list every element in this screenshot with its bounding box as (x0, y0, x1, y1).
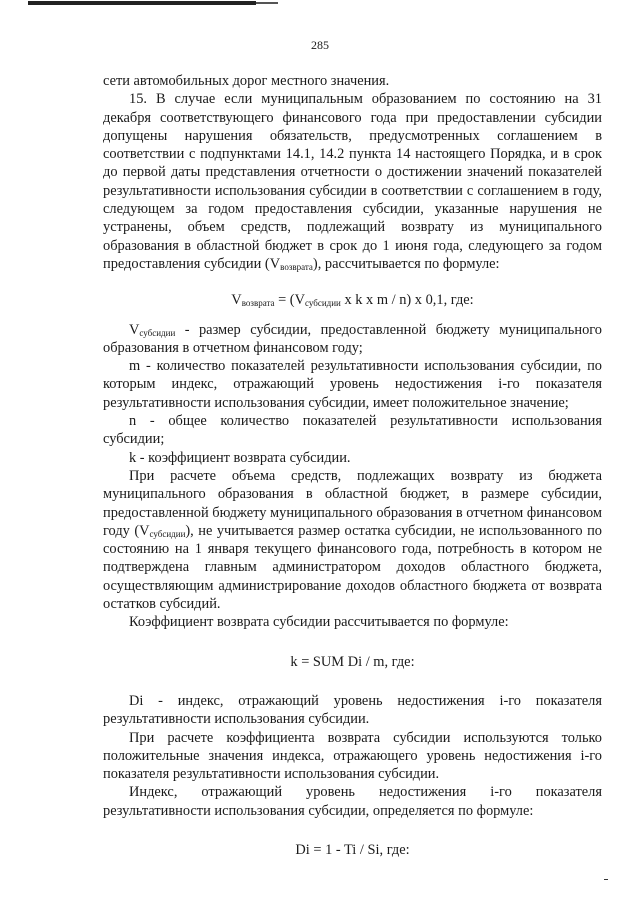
top-scan-border (28, 1, 256, 5)
formula-k: k = SUM Di / m, где: (290, 653, 415, 670)
document-body (103, 72, 602, 859)
scan-mark (604, 879, 608, 880)
paragraph-roads: сети автомобильных дорог местного значения. (103, 73, 390, 89)
definition-v-subsidy: $V_{субсидии}$ - размер субсидии, предоставленной бюджету муниципального образования в отчетном финансовом году; (103, 321, 602, 356)
definition-k: k - коэффициент возврата субсидии. (129, 449, 351, 466)
formula-di: Di = 1 - Ti / Si, где: (295, 841, 410, 858)
page-number: 285 (311, 38, 329, 52)
top-scan-border-tail (256, 2, 278, 4)
paragraph-calculation: При расчете объема средств, подлежащих возврату из бюджета муниципального образования в областной бюджет, в размере субсидии, предоставленной бюджету муниципального образования в отчетном финансовом году $(V_{субсидии})$, не учитывается размер остатка субсидии, не использованного по состоянию на 1 января текущего финансового года, потребность в котором не подтверждена главным администратором доходов областного бюджета, осуществляющим администрирование доходов областного бюджета от возврата остатков субсидий. (103, 467, 602, 613)
definition-m: m - количество показателей результативности использования субсидии, по которым индекс, отражающий уровень недостижения i-го показателя результативности использования субсидии, имеет положительное значение; (103, 358, 602, 411)
paragraph-coefficient: Коэффициент возврата субсидии рассчитывается по формуле: (129, 614, 509, 631)
definition-di: Di - индекс, отражающий уровень недостижения i-го показателя результативности использования субсидии. (103, 692, 602, 728)
paragraph-index: Индекс, отражающий уровень недостижения i-го показателя результативности использования субсидии, определяется по формуле: (103, 784, 602, 819)
definition-n: n - общее количество показателей результативности использования субсидии; (103, 413, 602, 448)
paragraph-positive-values: При расчете коэффициента возврата субсидии используются только положительные значения индекса, отражающего уровень недостижения i-го показателя результативности использования субсидии. (103, 729, 602, 783)
formula-v-return: $V_{возврата} = (V_{субсидии}$ x k x m / n) x 0,1, где: (231, 292, 474, 309)
paragraph-15: 15. В случае если муниципальным образованием по состоянию на 31 декабря соответствующего финансового года при предоставлении субсидии допущены нарушения обязательств, предусмотренных соглашением в соответствии с подпунктами 14.1, 14.2 пункта 14 настоящего Порядка, и в срок до первой даты представления отчетности о достижении значений показателей результативности использования субсидии в соответствии с соглашением в году, следующем за годом предоставления субсидии, указанные нарушения не устранены, объем средств, подлежащий возврату из муниципального образования в областной бюджет в срок до 1 июня года, следующего за годом предоставления субсидии $(V_{возврата})$, рассчитывается по формуле: (103, 91, 602, 272)
